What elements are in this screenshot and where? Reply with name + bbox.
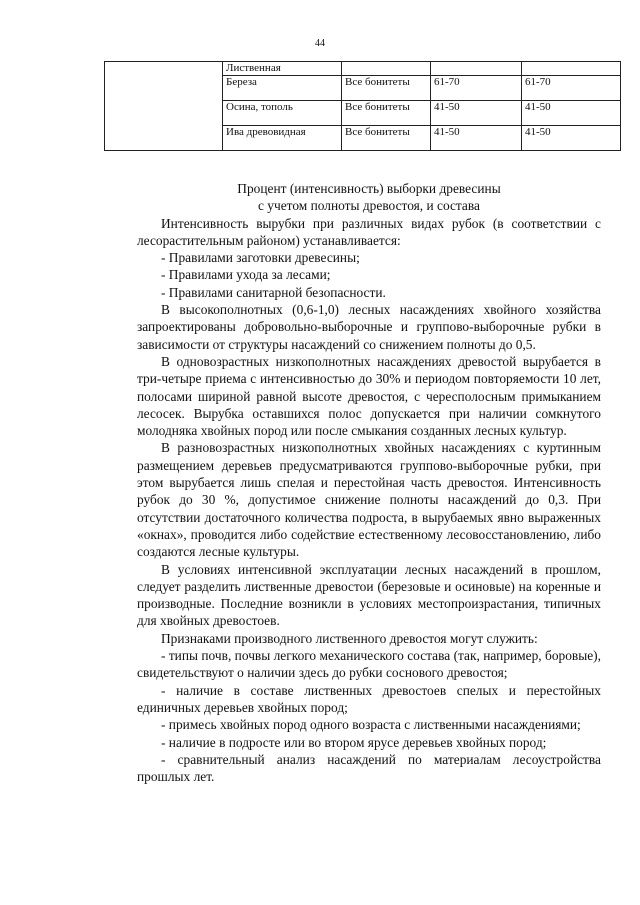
table-cell-species: Береза [223,76,342,101]
section-title-line2: с учетом полноты древостоя, и состава [258,198,480,214]
paragraph-3: В одновозрастных низкополнотных насаждениях древостой вырубается в три-четыре приема с интенсивностью до 30% и периодом повторяемости 10 лет, полосами шириной равной высоте древостоя, с чересполосным примыканием лесосек. Вырубка оставшихся полос допускается при наличии сомкнутого молодняка хвойных пород или после смыкания созданных лесных культур. [137,353,601,439]
list-item: - Правилами заготовки древесины; [161,250,360,266]
paragraph-9: - примесь хвойных пород одного возраста с лиственными насаждениями; [161,717,581,733]
table-cell-bonitet: Все бонитеты [342,126,431,151]
table-cell-blank [105,62,223,151]
table-cell-v2 [522,62,621,76]
table-cell-v1: 41-50 [431,126,522,151]
table-cell-bonitet [342,62,431,76]
table-cell-species: Осина, тополь [223,101,342,126]
table-cell-bonitet: Все бонитеты [342,76,431,101]
table-cell-v2: 61-70 [522,76,621,101]
table-cell-v2: 41-50 [522,101,621,126]
paragraph-2: В высокополнотных (0,6-1,0) лесных насаждениях хвойного хозяйства запроектированы добровольно-выборочные и группово-выборочные рубки в зависимости от структуры насаждений со снижением полноты до 0,5. [137,302,601,352]
table-cell-v1: 41-50 [431,101,522,126]
table-cell-v1: 61-70 [431,76,522,101]
species-table [104,61,621,151]
paragraph-8: - наличие в составе лиственных древостоев спелых и перестойных единичных деревьев хвойных пород; [137,682,601,715]
paragraph-10: - наличие в подросте или во втором ярусе деревьев хвойных пород; [161,734,547,750]
section-text [137,180,601,785]
table-cell-v2: 41-50 [522,126,621,151]
paragraph-4: В разновозрастных низкополнотных хвойных насаждениях с куртинным размещением деревьев предусматриваются группово-выборочные рубки, при этом вырубается лишь спелая и перестойная часть древостоя. Интенсивность рубок до 30 %, допустимое снижение полноты насаждений до 0,3. При отсутствии достаточного количества подроста, в вырубаемых явно выраженных «окнах», проводится либо содействие естественному лесовосстановлению, либо создаются лесные культуры. [137,440,601,560]
table-cell-species: Лиственная [223,62,342,76]
list-item: - Правилами ухода за лесами; [161,267,331,283]
table-cell-bonitet: Все бонитеты [342,101,431,126]
paragraph-7: - типы почв, почвы легкого механического состава (так, например, боровые), свидетельствуют о наличии здесь до рубки соснового древостоя; [137,648,601,681]
paragraph-6: Признаками производного лиственного древостоя могут служить: [161,630,538,646]
table-row [105,62,621,76]
table-cell-v1 [431,62,522,76]
paragraph-11: - сравнительный анализ насаждений по материалам лесоустройства прошлых лет. [137,751,601,785]
list-item: - Правилами санитарной безопасности. [161,284,386,300]
paragraph-5: В условиях интенсивной эксплуатации лесных насаждений в прошлом, следует разделить лиственные древостои (березовые и осиновые) на коренные и производные. Последние возникли в условиях местопроизрастания, типичных для хвойных древостоев. [137,561,601,629]
section-title-line1: Процент (интенсивность) выборки древесины [237,181,501,196]
paragraph-1: Интенсивность вырубки при различных видах рубок (в соответствии с лесорастительным районом) устанавливается: [137,215,601,248]
table-cell-species: Ива древовидная [223,126,342,151]
page-number: 44 [315,38,325,49]
